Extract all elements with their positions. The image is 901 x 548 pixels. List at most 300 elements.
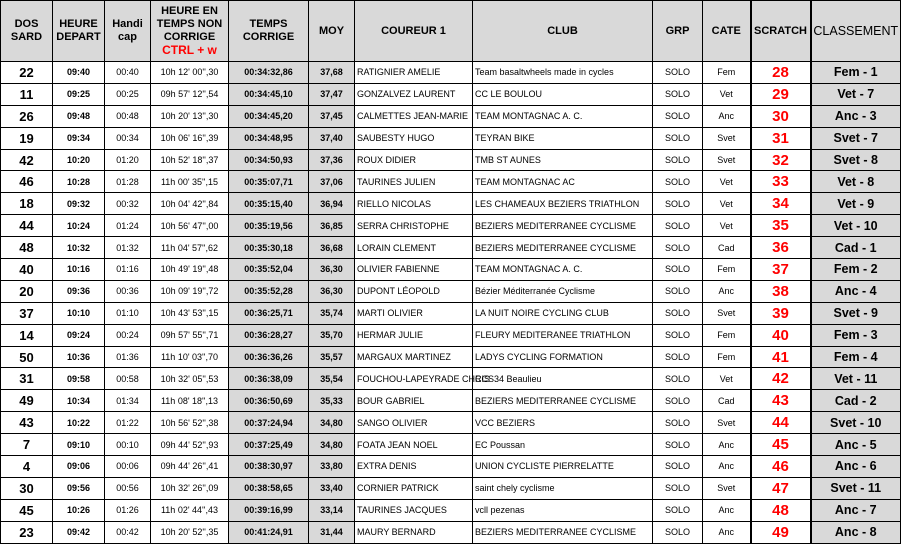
cell-moyenne: 35,54 (309, 368, 355, 390)
cell-moyenne: 33,80 (309, 456, 355, 478)
cell-scratch: 33 (751, 171, 811, 193)
cell-handicap: 00:36 (105, 280, 151, 302)
cell-temps-corrige: 00:37:24,94 (229, 412, 309, 434)
cell-groupe: SOLO (653, 499, 703, 521)
cell-groupe: SOLO (653, 368, 703, 390)
cell-dossard: 14 (1, 324, 53, 346)
cell-coureur: OLIVIER FABIENNE (355, 259, 473, 281)
cell-coureur: EXTRA DENIS (355, 456, 473, 478)
cell-moyenne: 37,45 (309, 105, 355, 127)
cell-moyenne: 35,33 (309, 390, 355, 412)
cell-moyenne: 36,30 (309, 259, 355, 281)
cell-scratch: 43 (751, 390, 811, 412)
cell-handicap: 01:28 (105, 171, 151, 193)
cell-temps-corrige: 00:35:07,71 (229, 171, 309, 193)
cell-classement: Vet - 10 (811, 215, 901, 237)
cell-moyenne: 36,94 (309, 193, 355, 215)
cell-scratch: 29 (751, 83, 811, 105)
cell-classement: Svet - 9 (811, 302, 901, 324)
col-header-cate: CATE (703, 1, 751, 62)
cell-scratch: 31 (751, 127, 811, 149)
cell-classement: Anc - 7 (811, 499, 901, 521)
cell-groupe: SOLO (653, 83, 703, 105)
cell-classement: Fem - 2 (811, 259, 901, 281)
cell-temps-corrige: 00:34:45,10 (229, 83, 309, 105)
cell-handicap: 01:20 (105, 149, 151, 171)
cell-scratch: 41 (751, 346, 811, 368)
cell-heure-non-corrige: 10h 04' 42'',84 (151, 193, 229, 215)
cell-scratch: 35 (751, 215, 811, 237)
table-row (1, 83, 901, 105)
cell-coureur: SANGO OLIVIER (355, 412, 473, 434)
cell-coureur: FOATA JEAN NOEL (355, 434, 473, 456)
cell-club: TEAM MONTAGNAC A. C. (473, 105, 653, 127)
cell-groupe: SOLO (653, 456, 703, 478)
cell-heure-non-corrige: 09h 57' 12'',54 (151, 83, 229, 105)
cell-heure-depart: 10:22 (53, 412, 105, 434)
cell-moyenne: 36,85 (309, 215, 355, 237)
cell-coureur: RIELLO NICOLAS (355, 193, 473, 215)
cell-club: TEAM MONTAGNAC AC (473, 171, 653, 193)
cell-club: FLEURY MEDITERANEE TRIATHLON (473, 324, 653, 346)
cell-heure-non-corrige: 11h 00' 35'',15 (151, 171, 229, 193)
cell-categorie: Vet (703, 171, 751, 193)
cell-scratch: 44 (751, 412, 811, 434)
cell-classement: Vet - 11 (811, 368, 901, 390)
cell-groupe: SOLO (653, 215, 703, 237)
table-row (1, 105, 901, 127)
cell-coureur: MARTI OLIVIER (355, 302, 473, 324)
cell-handicap: 00:48 (105, 105, 151, 127)
cell-heure-depart: 10:16 (53, 259, 105, 281)
cell-heure-depart: 10:28 (53, 171, 105, 193)
cell-coureur: HERMAR JULIE (355, 324, 473, 346)
cell-scratch: 46 (751, 456, 811, 478)
cell-moyenne: 35,57 (309, 346, 355, 368)
cell-groupe: SOLO (653, 193, 703, 215)
cell-club: LES CHAMEAUX BEZIERS TRIATHLON (473, 193, 653, 215)
cell-dossard: 4 (1, 456, 53, 478)
cell-heure-depart: 09:34 (53, 127, 105, 149)
cell-handicap: 00:42 (105, 521, 151, 543)
cell-groupe: SOLO (653, 105, 703, 127)
cell-coureur: CALMETTES JEAN-MARIE (355, 105, 473, 127)
cell-dossard: 19 (1, 127, 53, 149)
cell-temps-corrige: 00:36:25,71 (229, 302, 309, 324)
cell-club: CCS34 Beaulieu (473, 368, 653, 390)
cell-coureur: FOUCHOU-LAPEYRADE CHRIS (355, 368, 473, 390)
cell-classement: Fem - 1 (811, 62, 901, 84)
cell-club: UNION CYCLISTE PIERRELATTE (473, 456, 653, 478)
cell-categorie: Svet (703, 149, 751, 171)
col-header-scratch: SCRATCH (751, 1, 811, 62)
cell-heure-non-corrige: 10h 20' 52'',35 (151, 521, 229, 543)
cell-coureur: CORNIER PATRICK (355, 477, 473, 499)
cell-moyenne: 37,36 (309, 149, 355, 171)
cell-club: vcll pezenas (473, 499, 653, 521)
cell-moyenne: 31,44 (309, 521, 355, 543)
cell-temps-corrige: 00:35:15,40 (229, 193, 309, 215)
cell-club: Team basaltwheels made in cycles (473, 62, 653, 84)
cell-categorie: Vet (703, 83, 751, 105)
cell-dossard: 26 (1, 105, 53, 127)
cell-groupe: SOLO (653, 237, 703, 259)
cell-dossard: 42 (1, 149, 53, 171)
cell-classement: Anc - 3 (811, 105, 901, 127)
cell-groupe: SOLO (653, 302, 703, 324)
cell-scratch: 42 (751, 368, 811, 390)
cell-temps-corrige: 00:35:19,56 (229, 215, 309, 237)
cell-handicap: 01:22 (105, 412, 151, 434)
cell-club: saint chely cyclisme (473, 477, 653, 499)
col-header-moy: MOY (309, 1, 355, 62)
cell-dossard: 20 (1, 280, 53, 302)
col-header-coureur: COUREUR 1 (355, 1, 473, 62)
cell-club: TMB ST AUNES (473, 149, 653, 171)
cell-groupe: SOLO (653, 127, 703, 149)
cell-club: BEZIERS MEDITERRANEE CYCLISME (473, 237, 653, 259)
header-row (1, 1, 901, 62)
cell-categorie: Svet (703, 477, 751, 499)
cell-moyenne: 37,06 (309, 171, 355, 193)
cell-categorie: Cad (703, 390, 751, 412)
cell-heure-non-corrige: 10h 09' 19'',72 (151, 280, 229, 302)
cell-moyenne: 37,47 (309, 83, 355, 105)
table-row (1, 302, 901, 324)
cell-club: BEZIERS MEDITERRANEE CYCLISME (473, 390, 653, 412)
table-row (1, 259, 901, 281)
cell-classement: Vet - 8 (811, 171, 901, 193)
cell-scratch: 47 (751, 477, 811, 499)
cell-classement: Svet - 8 (811, 149, 901, 171)
cell-groupe: SOLO (653, 259, 703, 281)
cell-coureur: LORAIN CLEMENT (355, 237, 473, 259)
cell-categorie: Svet (703, 127, 751, 149)
cell-moyenne: 37,68 (309, 62, 355, 84)
cell-classement: Fem - 3 (811, 324, 901, 346)
cell-heure-depart: 10:10 (53, 302, 105, 324)
cell-club: EC Poussan (473, 434, 653, 456)
cell-club: LADYS CYCLING FORMATION (473, 346, 653, 368)
cell-dossard: 44 (1, 215, 53, 237)
cell-heure-non-corrige: 10h 20' 13'',30 (151, 105, 229, 127)
cell-scratch: 32 (751, 149, 811, 171)
table-row (1, 215, 901, 237)
cell-groupe: SOLO (653, 412, 703, 434)
cell-moyenne: 36,68 (309, 237, 355, 259)
cell-handicap: 01:32 (105, 237, 151, 259)
cell-scratch: 28 (751, 62, 811, 84)
cell-scratch: 30 (751, 105, 811, 127)
cell-dossard: 48 (1, 237, 53, 259)
col-header-grp: GRP (653, 1, 703, 62)
table-row (1, 62, 901, 84)
cell-temps-corrige: 00:38:58,65 (229, 477, 309, 499)
cell-heure-depart: 10:20 (53, 149, 105, 171)
ctrl-hint: CTRL + w (162, 42, 217, 57)
table-row (1, 412, 901, 434)
cell-temps-corrige: 00:34:45,20 (229, 105, 309, 127)
cell-heure-depart: 10:26 (53, 499, 105, 521)
cell-temps-corrige: 00:41:24,91 (229, 521, 309, 543)
cell-categorie: Fem (703, 62, 751, 84)
cell-dossard: 50 (1, 346, 53, 368)
cell-heure-non-corrige: 11h 08' 18'',13 (151, 390, 229, 412)
cell-dossard: 30 (1, 477, 53, 499)
cell-groupe: SOLO (653, 149, 703, 171)
cell-classement: Cad - 2 (811, 390, 901, 412)
cell-classement: Cad - 1 (811, 237, 901, 259)
cell-classement: Vet - 7 (811, 83, 901, 105)
table-row (1, 346, 901, 368)
cell-temps-corrige: 00:36:28,27 (229, 324, 309, 346)
cell-groupe: SOLO (653, 171, 703, 193)
table-row (1, 390, 901, 412)
cell-categorie: Anc (703, 280, 751, 302)
cell-categorie: Vet (703, 193, 751, 215)
cell-handicap: 00:24 (105, 324, 151, 346)
table-row (1, 368, 901, 390)
cell-club: Bézier Méditerranée Cyclisme (473, 280, 653, 302)
cell-categorie: Anc (703, 456, 751, 478)
cell-handicap: 01:36 (105, 346, 151, 368)
cell-temps-corrige: 00:34:32,86 (229, 62, 309, 84)
cell-classement: Anc - 8 (811, 521, 901, 543)
table-row (1, 324, 901, 346)
cell-handicap: 01:10 (105, 302, 151, 324)
cell-categorie: Anc (703, 521, 751, 543)
cell-classement: Svet - 10 (811, 412, 901, 434)
cell-classement: Vet - 9 (811, 193, 901, 215)
table-row (1, 171, 901, 193)
col-header-heure-temps-non-corrige: HEURE EN TEMPS NON CORRIGE CTRL + w (151, 1, 229, 62)
cell-heure-depart: 09:48 (53, 105, 105, 127)
col-header-classement: CLASSEMENT (811, 1, 901, 62)
cell-heure-non-corrige: 10h 06' 16'',39 (151, 127, 229, 149)
cell-classement: Anc - 5 (811, 434, 901, 456)
cell-coureur: MAURY BERNARD (355, 521, 473, 543)
cell-club: VCC BEZIERS (473, 412, 653, 434)
cell-heure-non-corrige: 11h 10' 03'',70 (151, 346, 229, 368)
cell-dossard: 37 (1, 302, 53, 324)
cell-classement: Svet - 7 (811, 127, 901, 149)
table-row (1, 127, 901, 149)
cell-handicap: 01:24 (105, 215, 151, 237)
cell-club: BEZIERS MEDITERRANEE CYCLISME (473, 521, 653, 543)
cell-dossard: 22 (1, 62, 53, 84)
cell-temps-corrige: 00:37:25,49 (229, 434, 309, 456)
cell-heure-depart: 09:40 (53, 62, 105, 84)
cell-classement: Fem - 4 (811, 346, 901, 368)
cell-classement: Anc - 4 (811, 280, 901, 302)
cell-moyenne: 34,80 (309, 434, 355, 456)
table-row (1, 434, 901, 456)
cell-heure-depart: 09:25 (53, 83, 105, 105)
cell-heure-depart: 09:10 (53, 434, 105, 456)
cell-scratch: 37 (751, 259, 811, 281)
col-header-dos: DOS SARD (1, 1, 53, 62)
cell-dossard: 43 (1, 412, 53, 434)
cell-classement: Anc - 6 (811, 456, 901, 478)
cell-heure-non-corrige: 10h 32' 26'',09 (151, 477, 229, 499)
cell-categorie: Fem (703, 259, 751, 281)
cell-heure-non-corrige: 09h 57' 55'',71 (151, 324, 229, 346)
table-row (1, 149, 901, 171)
table-row (1, 193, 901, 215)
col-header-handicap: Handi cap (105, 1, 151, 62)
table-row (1, 280, 901, 302)
col-header-club: CLUB (473, 1, 653, 62)
cell-coureur: BOUR GABRIEL (355, 390, 473, 412)
cell-temps-corrige: 00:35:52,04 (229, 259, 309, 281)
cell-heure-depart: 09:42 (53, 521, 105, 543)
cell-moyenne: 35,70 (309, 324, 355, 346)
cell-heure-non-corrige: 09h 44' 26'',41 (151, 456, 229, 478)
cell-handicap: 01:26 (105, 499, 151, 521)
cell-heure-non-corrige: 10h 12' 00'',30 (151, 62, 229, 84)
table-row (1, 499, 901, 521)
cell-dossard: 7 (1, 434, 53, 456)
cell-handicap: 00:40 (105, 62, 151, 84)
cell-club: TEYRAN BIKE (473, 127, 653, 149)
cell-groupe: SOLO (653, 62, 703, 84)
cell-heure-non-corrige: 11h 02' 44'',43 (151, 499, 229, 521)
cell-coureur: TAURINES JACQUES (355, 499, 473, 521)
cell-classement: Svet - 11 (811, 477, 901, 499)
cell-scratch: 40 (751, 324, 811, 346)
table-row (1, 237, 901, 259)
cell-scratch: 48 (751, 499, 811, 521)
cell-groupe: SOLO (653, 346, 703, 368)
cell-categorie: Svet (703, 412, 751, 434)
cell-heure-non-corrige: 10h 43' 53'',15 (151, 302, 229, 324)
cell-coureur: ROUX DIDIER (355, 149, 473, 171)
cell-dossard: 40 (1, 259, 53, 281)
cell-heure-depart: 09:36 (53, 280, 105, 302)
cell-moyenne: 36,30 (309, 280, 355, 302)
cell-moyenne: 37,40 (309, 127, 355, 149)
cell-dossard: 23 (1, 521, 53, 543)
cell-groupe: SOLO (653, 324, 703, 346)
cell-moyenne: 33,40 (309, 477, 355, 499)
cell-groupe: SOLO (653, 477, 703, 499)
cell-categorie: Fem (703, 324, 751, 346)
cell-scratch: 34 (751, 193, 811, 215)
cell-heure-non-corrige: 10h 49' 19'',48 (151, 259, 229, 281)
cell-temps-corrige: 00:34:50,93 (229, 149, 309, 171)
cell-heure-depart: 10:36 (53, 346, 105, 368)
cell-handicap: 00:10 (105, 434, 151, 456)
cell-coureur: SERRA CHRISTOPHE (355, 215, 473, 237)
cell-heure-non-corrige: 11h 04' 57'',62 (151, 237, 229, 259)
cell-coureur: TAURINES JULIEN (355, 171, 473, 193)
cell-heure-non-corrige: 10h 56' 47'',00 (151, 215, 229, 237)
cell-coureur: MARGAUX MARTINEZ (355, 346, 473, 368)
cell-heure-depart: 09:24 (53, 324, 105, 346)
cell-heure-non-corrige: 10h 32' 05'',53 (151, 368, 229, 390)
cell-heure-depart: 10:24 (53, 215, 105, 237)
table-row (1, 477, 901, 499)
cell-coureur: SAUBESTY HUGO (355, 127, 473, 149)
cell-heure-depart: 09:56 (53, 477, 105, 499)
cell-handicap: 00:06 (105, 456, 151, 478)
cell-moyenne: 34,80 (309, 412, 355, 434)
cell-dossard: 11 (1, 83, 53, 105)
cell-dossard: 45 (1, 499, 53, 521)
cell-categorie: Vet (703, 368, 751, 390)
cell-categorie: Anc (703, 499, 751, 521)
cell-handicap: 00:58 (105, 368, 151, 390)
cell-handicap: 00:34 (105, 127, 151, 149)
cell-scratch: 38 (751, 280, 811, 302)
cell-categorie: Svet (703, 302, 751, 324)
cell-dossard: 18 (1, 193, 53, 215)
cell-categorie: Anc (703, 434, 751, 456)
cell-groupe: SOLO (653, 521, 703, 543)
cell-temps-corrige: 00:34:48,95 (229, 127, 309, 149)
cell-handicap: 00:56 (105, 477, 151, 499)
cell-scratch: 36 (751, 237, 811, 259)
cell-categorie: Cad (703, 237, 751, 259)
results-body (1, 62, 901, 544)
cell-moyenne: 33,14 (309, 499, 355, 521)
cell-coureur: GONZALVEZ LAURENT (355, 83, 473, 105)
cell-temps-corrige: 00:35:52,28 (229, 280, 309, 302)
cell-temps-corrige: 00:36:50,69 (229, 390, 309, 412)
cell-heure-depart: 09:06 (53, 456, 105, 478)
cell-coureur: RATIGNIER AMELIE (355, 62, 473, 84)
cell-handicap: 01:16 (105, 259, 151, 281)
cell-heure-depart: 09:32 (53, 193, 105, 215)
cell-scratch: 45 (751, 434, 811, 456)
cell-categorie: Anc (703, 105, 751, 127)
cell-dossard: 46 (1, 171, 53, 193)
cell-scratch: 39 (751, 302, 811, 324)
cell-heure-depart: 10:34 (53, 390, 105, 412)
cell-groupe: SOLO (653, 434, 703, 456)
cell-scratch: 49 (751, 521, 811, 543)
col-header-heure-depart: HEURE DEPART (53, 1, 105, 62)
cell-club: LA NUIT NOIRE CYCLING CLUB (473, 302, 653, 324)
cell-groupe: SOLO (653, 280, 703, 302)
cell-moyenne: 35,74 (309, 302, 355, 324)
cell-heure-non-corrige: 10h 52' 18'',37 (151, 149, 229, 171)
cell-temps-corrige: 00:36:36,26 (229, 346, 309, 368)
cell-categorie: Fem (703, 346, 751, 368)
cell-categorie: Vet (703, 215, 751, 237)
cell-heure-non-corrige: 10h 56' 52'',38 (151, 412, 229, 434)
cell-heure-depart: 10:32 (53, 237, 105, 259)
cell-club: CC LE BOULOU (473, 83, 653, 105)
cell-temps-corrige: 00:35:30,18 (229, 237, 309, 259)
cell-groupe: SOLO (653, 390, 703, 412)
cell-temps-corrige: 00:36:38,09 (229, 368, 309, 390)
cell-heure-depart: 09:58 (53, 368, 105, 390)
cell-dossard: 31 (1, 368, 53, 390)
cell-club: TEAM MONTAGNAC A. C. (473, 259, 653, 281)
cell-dossard: 49 (1, 390, 53, 412)
table-row (1, 456, 901, 478)
col-header-temps-corrige: TEMPS CORRIGE (229, 1, 309, 62)
cell-temps-corrige: 00:38:30,97 (229, 456, 309, 478)
cell-coureur: DUPONT LÉOPOLD (355, 280, 473, 302)
cell-club: BEZIERS MEDITERRANEE CYCLISME (473, 215, 653, 237)
cell-heure-non-corrige: 09h 44' 52'',93 (151, 434, 229, 456)
table-row (1, 521, 901, 543)
cell-handicap: 00:32 (105, 193, 151, 215)
cell-handicap: 00:25 (105, 83, 151, 105)
cell-temps-corrige: 00:39:16,99 (229, 499, 309, 521)
